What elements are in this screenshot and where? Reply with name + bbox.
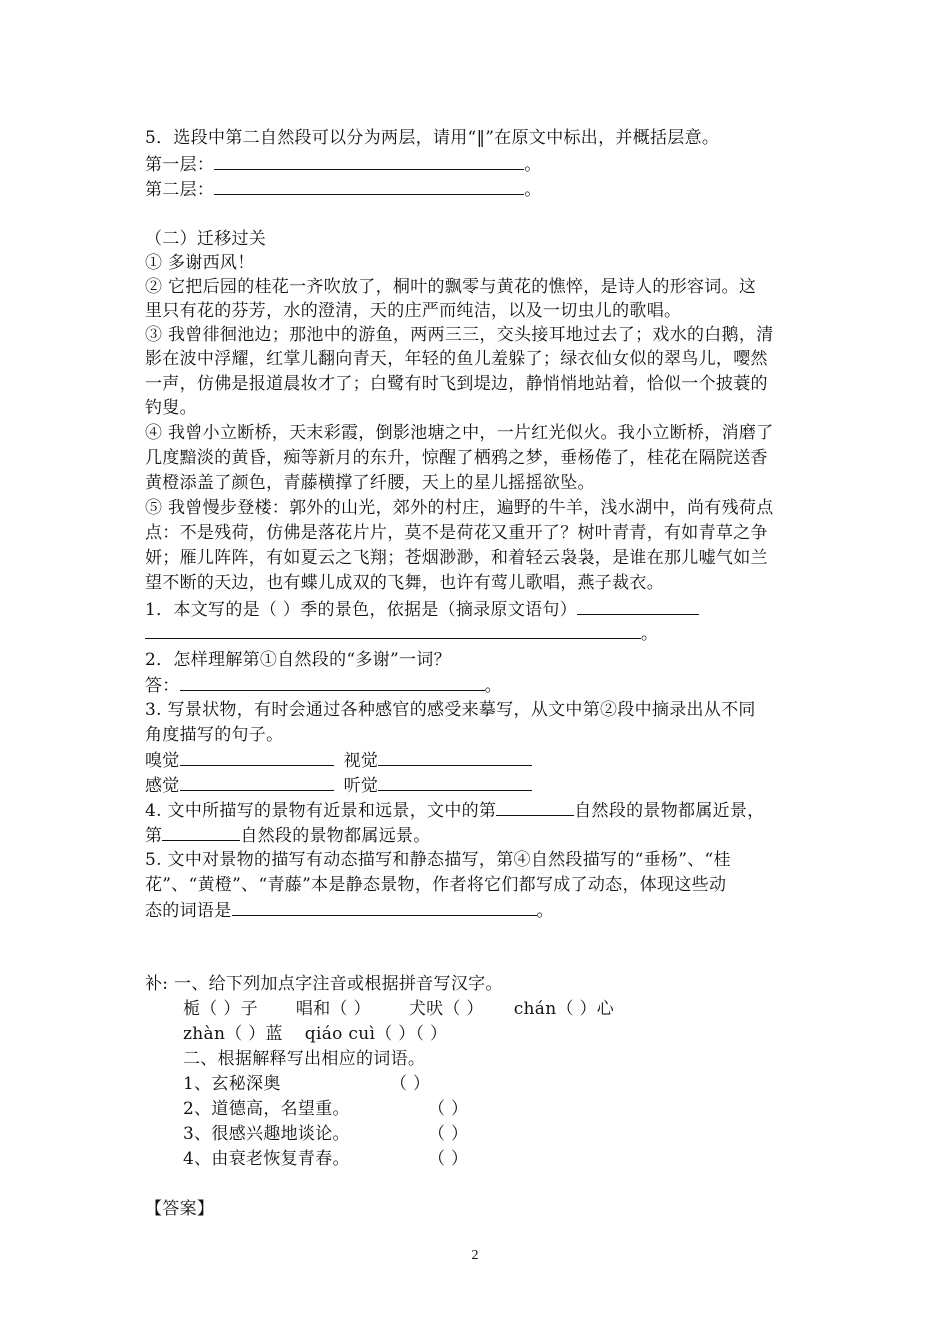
- definition-paren[interactable]: （ ）: [428, 1149, 469, 1169]
- q4-text-c: 第: [145, 826, 163, 846]
- hearing-blank[interactable]: [378, 773, 532, 791]
- senses-row-2: [145, 773, 532, 798]
- passage-line: ⑤ 我曾慢步登楼：郭外的山光，郊外的村庄，遍野的牛羊，浅水湖中，尚有残荷点: [145, 498, 774, 518]
- question-3: 3. 写景状物，有时会通过各种感官的感受来摹写，从文中第②段中摘录出从不同: [145, 700, 756, 720]
- q4-text-a: 4. 文中所描写的景物有近景和远景，文中的第: [145, 801, 497, 821]
- pinyin-item: 唱和（ ）: [295, 999, 371, 1019]
- passage-line: ② 它把后园的桂花一齐吹放了，桐叶的飘零与黄花的憔悴，是诗人的形容词。这: [145, 277, 757, 297]
- sense-sight: 视觉: [343, 751, 379, 771]
- q1-text: 1．本文写的是（ ）季的景色，依据是（摘录原文语句）: [145, 600, 578, 620]
- q2-answer-label: 答：: [145, 676, 180, 696]
- question-1: [145, 597, 699, 622]
- question-4: [145, 798, 765, 823]
- question-5-cont: 花”、“黄橙”、“青藤”本是静态景物，作者将它们都写成了动态，体现这些动: [145, 875, 727, 895]
- q5-blank[interactable]: [232, 898, 537, 916]
- passage-line: ④ 我曾小立断桥，天末彩霞，倒影池塘之中，一片红光似火。我小立断桥，消磨了: [145, 423, 774, 443]
- question-2: 2．怎样理解第①自然段的“多谢”一词？: [145, 650, 451, 670]
- definition-text: 3、很感兴趣地谈论。: [183, 1124, 350, 1144]
- q4-blank-near[interactable]: [496, 798, 574, 816]
- sense-feeling: 感觉: [145, 776, 180, 796]
- definition-item: [183, 1122, 350, 1146]
- pinyin-item: chán（ ）心: [513, 999, 615, 1019]
- passage-line: 钓叟。: [145, 398, 197, 418]
- q5-prompt: 5．选段中第二自然段可以分为两层，请用“‖”在原文中标出，并概括层意。: [145, 128, 720, 148]
- passage-line: ③ 我曾徘徊池边；那池中的游鱼，两两三三，交头接耳地过去了；戏水的白鹅，清: [145, 325, 774, 345]
- passage-line: 一声，仿佛是报道晨妆才了；白鹭有时飞到堤边，静悄悄地站着，恰似一个披蓑的: [145, 374, 768, 394]
- end-mark: 。: [484, 676, 502, 696]
- definition-text: 4、由衰老恢复青春。: [183, 1149, 350, 1169]
- question-3-cont: 角度描写的句子。: [145, 725, 284, 745]
- passage-line: 黄橙添盖了颜色，青藤横撑了纤腰，天上的星儿摇摇欲坠。: [145, 473, 595, 493]
- question-1-cont: [145, 621, 658, 646]
- q2-blank[interactable]: [180, 673, 485, 691]
- pinyin-item: qiáo cuì（ ）（ ）: [304, 1024, 448, 1044]
- end-mark: 。: [641, 624, 659, 644]
- passage-line: 影在波中浮耀，红掌儿翻向青天，年轻的鱼儿羞躲了；绿衣仙女似的翠鸟儿，嘤然: [145, 349, 768, 369]
- definition-text: 1、玄秘深奥: [183, 1074, 281, 1094]
- definition-paren[interactable]: （ ）: [390, 1074, 431, 1094]
- pinyin-item: 犬吠（ ）: [408, 999, 484, 1019]
- pinyin-row-2: [183, 1022, 447, 1046]
- question-5-cont: [145, 898, 554, 923]
- pinyin-item: zhàn（ ）蓝: [183, 1024, 283, 1044]
- q4-blank-far[interactable]: [162, 823, 240, 841]
- q4-text-d: 自然段的景物都属远景。: [240, 826, 431, 846]
- layer2-label: 第二层：: [145, 180, 215, 200]
- answer-heading: 【答案】: [145, 1199, 215, 1219]
- question-4-cont: [145, 823, 431, 848]
- q4-text-b: 自然段的景物都属近景，: [574, 801, 765, 821]
- smell-blank[interactable]: [180, 748, 334, 766]
- definition-paren[interactable]: （ ）: [428, 1099, 469, 1119]
- q1-blank-b[interactable]: [145, 621, 641, 639]
- definition-text: 2、道德高，名望重。: [183, 1099, 350, 1119]
- layer2-blank[interactable]: [214, 177, 524, 195]
- definition-paren[interactable]: （ ）: [428, 1124, 469, 1144]
- layer1-label: 第一层：: [145, 155, 215, 175]
- definition-item: [183, 1097, 350, 1121]
- supplement-part2: 二、根据解释写出相应的词语。: [183, 1049, 426, 1069]
- passage-line: 几度黯淡的黄昏，痴等新月的东升，惊醒了栖鸦之梦，垂杨倦了，桂花在隔院送香: [145, 448, 768, 468]
- q5-layer2: [145, 177, 542, 202]
- page-number: 2: [471, 1248, 479, 1263]
- end-mark: 。: [524, 180, 542, 200]
- sense-hearing: 听觉: [343, 776, 379, 796]
- feeling-blank[interactable]: [180, 773, 334, 791]
- section2-heading: （二）迁移过关: [145, 229, 267, 249]
- end-mark: 。: [536, 901, 554, 921]
- pinyin-item: 栀（ ）子: [183, 999, 258, 1019]
- q5-layer1: [145, 152, 542, 177]
- passage-line: 里只有花的芬芳，水的澄清，天的庄严而纯洁，以及一切虫儿的歌唱。: [145, 301, 682, 321]
- passage-line: 点：不是残荷，仿佛是落花片片，莫不是荷花又重开了？树叶青青，有如青草之争: [145, 523, 768, 543]
- passage-line: 妍；雁儿阵阵，有如夏云之飞翔；苍烟渺渺，和着轻云袅袅，是谁在那儿嘘气如兰: [145, 548, 768, 568]
- q1-blank-a[interactable]: [577, 597, 699, 615]
- definition-item: [183, 1147, 350, 1171]
- end-mark: 。: [524, 155, 542, 175]
- sense-smell: 嗅觉: [145, 751, 180, 771]
- passage-line: 望不断的天边，也有蝶儿成双的飞舞，也许有莺儿歌唱，燕子裁衣。: [145, 573, 664, 593]
- senses-row-1: [145, 748, 532, 773]
- definition-item: [183, 1072, 281, 1096]
- layer1-blank[interactable]: [214, 152, 524, 170]
- sight-blank[interactable]: [378, 748, 532, 766]
- q5-text: 态的词语是: [145, 901, 232, 921]
- passage-line: ① 多谢西风！: [145, 253, 255, 273]
- pinyin-row-1: [183, 997, 614, 1021]
- question-5: 5. 文中对景物的描写有动态描写和静态描写，第④自然段描写的“垂杨”、“桂: [145, 850, 731, 870]
- question-2-answer: [145, 673, 502, 698]
- supplement-line1: 补: 一、给下列加点字注音或根据拼音写汉字。: [145, 974, 503, 994]
